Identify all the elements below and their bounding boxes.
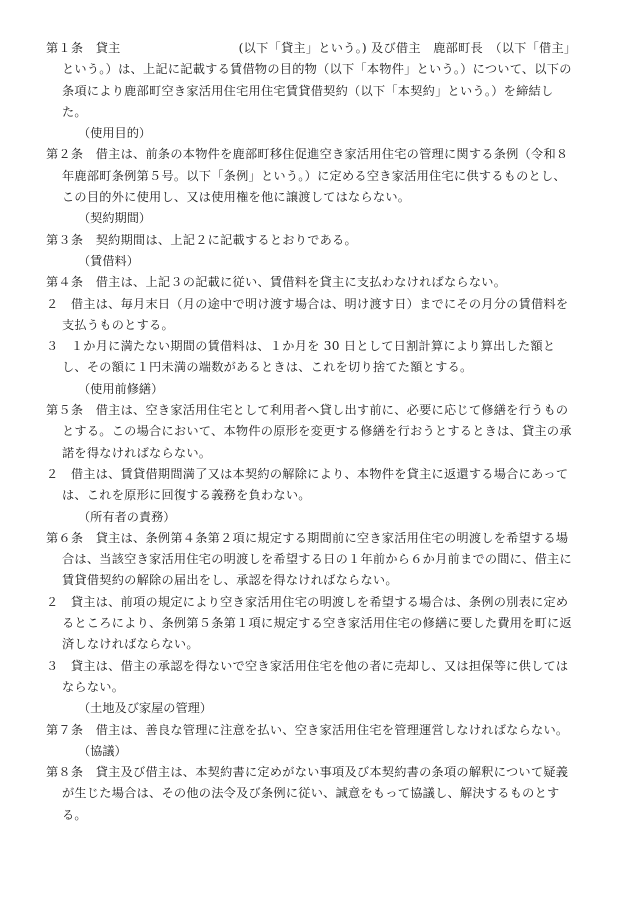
article-5-text: 借主は、空き家活用住宅として利用者へ貸し出す前に、必要に応じて修繕を行うものとする。この場合において、本物件の原形を変更する修繕を行おうとするときは、貸主の承諾を得なければならない。: [62, 403, 572, 460]
article-3-number: 第３条: [46, 232, 84, 247]
article-1-text: (以下「貸主」という。) 及び借主 鹿部町長 （以下「借主」という。）は、上記に記載する賃借物の目的物（以下「本物件」という。）について、以下の条項により鹿部町空き家活用住宅用住宅賃貸借契約（以下「本契約」という。）を締結した。: [62, 41, 572, 119]
article-7: [0, 720, 630, 741]
heading-consultation: （協議）: [78, 743, 127, 758]
article-2-number: 第２条: [46, 147, 84, 162]
article-5: [0, 400, 630, 464]
item-text: 借主は、賃貸借期間満了又は本契約の解除により、本物件を貸主に返還する場合にあっては、これを原形に回復する義務を負わない。: [62, 466, 569, 503]
heading-owner-duties: （所有者の責務）: [78, 509, 176, 524]
article-3: [0, 230, 630, 251]
item-text: 貸主は、借主の承認を得ないで空き家活用住宅を他の者に売却し、又は担保等に供してはならない。: [62, 658, 569, 694]
article-4-text: 借主は、上記３の記載に従い、賃借料を貸主に支払わなければならない。: [95, 275, 507, 290]
article-4-number: 第４条: [46, 275, 84, 290]
article-8: [0, 762, 630, 826]
item-number: ２: [46, 466, 59, 481]
article-7-text: 借主は、善良な管理に注意を払い、空き家活用住宅を管理運営しなければならない。: [95, 722, 569, 737]
item-text: 貸主は、前項の規定により空き家活用住宅の明渡しを希望する場合は、条例の別表に定めるところにより、条例第５条第１項に規定する空き家活用住宅の修繕に要した費用を町に返済しなければならない。: [62, 594, 572, 652]
heading-management: （土地及び家屋の管理）: [78, 701, 213, 716]
article-7-number: 第７条: [46, 722, 84, 737]
article-8-text: 貸主及び借主は、本契約書に定めがない事項及び本契約書の条項の解釈について疑義が生じた場合は、その他の法令及び条例に従い、誠意をもって協議し、解決するものとする。: [62, 765, 569, 822]
article-6-text: 貸主は、条例第４条第２項に規定する期間前に空き家活用住宅の明渡しを希望する場合は、当該空き家活用住宅の明渡しを希望する日の１年前から６か月前までの間に、借主に賃貸借契約の解除の届出をし、承認を得なければならない。: [62, 530, 572, 588]
article-6: [0, 528, 630, 592]
article-4: [0, 272, 630, 293]
item-number: ３: [46, 339, 59, 354]
article-4-item-3: [0, 336, 630, 379]
article-1-number: 第１条: [46, 41, 84, 55]
item-text: １か月に満たない期間の賃借料は、１か月を 30 日として日割計算により算出した額とし、その額に１円未満の端数があるときは、これを切り捨てた額とする。: [62, 339, 556, 375]
article-1: [0, 38, 630, 123]
item-text: 借主は、毎月末日（月の途中で明け渡す場合は、明け渡す日）までにその月分の賃借料を支払うものとする。: [62, 296, 569, 332]
article-5-number: 第５条: [46, 403, 84, 418]
article-6-number: 第６条: [46, 530, 84, 545]
article-2-text: 借主は、前条の本物件を鹿部町移住促進空き家活用住宅の管理に関する条例（令和８年鹿部町条例第５号。以下「条例」という。）に定める空き家活用住宅に供するものとし、この目的外に使用し、又は使用権を他に譲渡してはならない。: [62, 147, 569, 205]
article-5-item-2: [0, 464, 630, 507]
article-8-number: 第８条: [46, 765, 84, 780]
article-4-item-2: [0, 294, 630, 337]
item-number: ３: [46, 658, 59, 673]
heading-purpose: （使用目的）: [78, 126, 152, 141]
heading-repair: （使用前修繕）: [78, 381, 164, 396]
article-1-lessor-label: 貸主: [95, 41, 121, 55]
item-number: ２: [46, 594, 59, 609]
heading-term: （契約期間）: [78, 211, 152, 226]
heading-rent: （賃借料）: [78, 253, 139, 268]
article-6-item-2: [0, 592, 630, 656]
article-3-text: 契約期間は、上記２に記載するとおりである。: [95, 232, 357, 247]
article-2: [0, 144, 630, 208]
item-number: ２: [46, 296, 59, 311]
contract-body: [0, 38, 630, 826]
article-6-item-3: [0, 656, 630, 699]
